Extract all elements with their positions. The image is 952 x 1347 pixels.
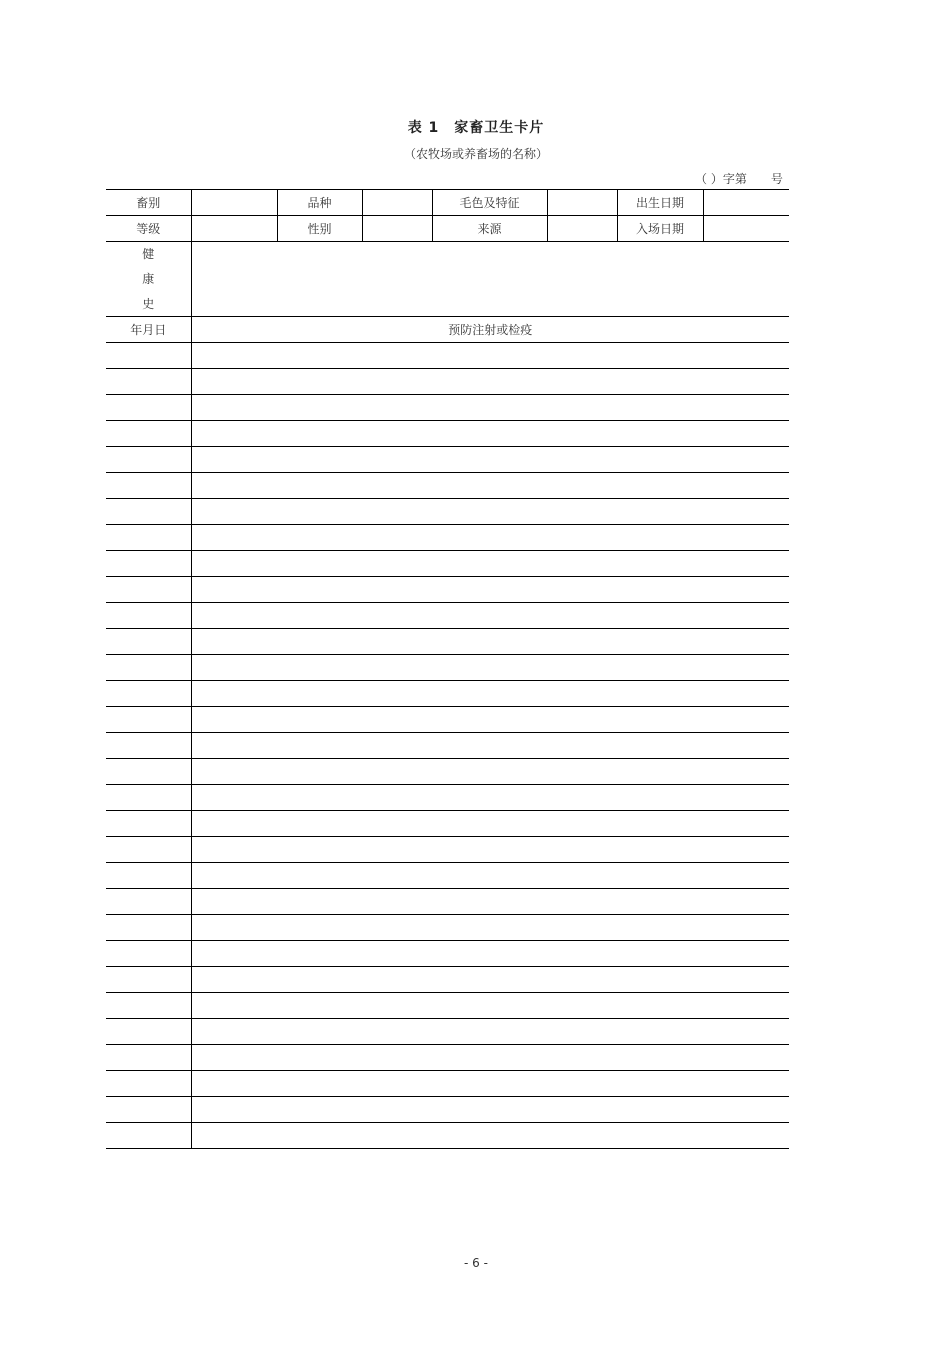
log-row [106, 551, 789, 577]
log-record-cell[interactable] [191, 915, 789, 941]
log-row [106, 655, 789, 681]
log-row [106, 1019, 789, 1045]
log-date-cell[interactable] [106, 1045, 191, 1071]
livestock-health-card [106, 189, 789, 1149]
log-record-cell[interactable] [191, 343, 789, 369]
log-row [106, 1071, 789, 1097]
log-row [106, 629, 789, 655]
log-record-cell[interactable] [191, 499, 789, 525]
record-column-header: 预防注射或检疫 [191, 317, 789, 343]
log-date-cell[interactable] [106, 915, 191, 941]
health-label-char: 康 [142, 272, 155, 286]
log-date-cell[interactable] [106, 811, 191, 837]
log-record-cell[interactable] [191, 655, 789, 681]
grade-field[interactable] [191, 216, 277, 242]
log-row [106, 473, 789, 499]
log-record-cell[interactable] [191, 993, 789, 1019]
log-record-cell[interactable] [191, 837, 789, 863]
log-date-cell[interactable] [106, 889, 191, 915]
log-record-cell[interactable] [191, 785, 789, 811]
log-date-cell[interactable] [106, 863, 191, 889]
log-record-cell[interactable] [191, 525, 789, 551]
log-row [106, 707, 789, 733]
log-row [106, 915, 789, 941]
log-date-cell[interactable] [106, 629, 191, 655]
log-row [106, 395, 789, 421]
animal-type-field[interactable] [191, 190, 277, 216]
log-row [106, 759, 789, 785]
log-date-cell[interactable] [106, 993, 191, 1019]
log-row [106, 1123, 789, 1149]
log-record-cell[interactable] [191, 707, 789, 733]
log-row [106, 863, 789, 889]
health-label-char: 史 [142, 297, 155, 311]
log-header-row [106, 317, 789, 343]
log-date-cell[interactable] [106, 603, 191, 629]
farm-name-caption: （农牧场或养畜场的名称） [403, 147, 548, 161]
birth-date-label: 出生日期 [617, 190, 703, 216]
log-record-cell[interactable] [191, 473, 789, 499]
log-record-cell[interactable] [191, 421, 789, 447]
log-row [106, 577, 789, 603]
serial-number-label: （ ）字第 号 [695, 172, 783, 186]
log-row [106, 343, 789, 369]
log-row [106, 681, 789, 707]
log-date-cell[interactable] [106, 785, 191, 811]
log-row [106, 967, 789, 993]
log-date-cell[interactable] [106, 421, 191, 447]
log-row [106, 785, 789, 811]
log-record-cell[interactable] [191, 447, 789, 473]
log-record-cell[interactable] [191, 941, 789, 967]
log-date-cell[interactable] [106, 343, 191, 369]
log-date-cell[interactable] [106, 1019, 191, 1045]
page-number: - 6 - [464, 1256, 488, 1270]
log-record-cell[interactable] [191, 863, 789, 889]
source-label: 来源 [432, 216, 547, 242]
health-history-label [106, 242, 191, 317]
health-history-row [106, 242, 789, 317]
log-record-cell[interactable] [191, 889, 789, 915]
log-date-cell[interactable] [106, 707, 191, 733]
log-record-cell[interactable] [191, 603, 789, 629]
log-record-cell[interactable] [191, 1071, 789, 1097]
log-record-cell[interactable] [191, 395, 789, 421]
log-row [106, 447, 789, 473]
breed-label: 品种 [277, 190, 362, 216]
log-row [106, 889, 789, 915]
log-record-cell[interactable] [191, 1097, 789, 1123]
info-row-2 [106, 216, 789, 242]
coat-color-field[interactable] [547, 190, 617, 216]
log-row [106, 603, 789, 629]
log-date-cell[interactable] [106, 551, 191, 577]
log-date-cell[interactable] [106, 837, 191, 863]
log-row [106, 1045, 789, 1071]
log-record-cell[interactable] [191, 1123, 789, 1149]
log-date-cell[interactable] [106, 967, 191, 993]
log-date-cell[interactable] [106, 395, 191, 421]
log-date-cell[interactable] [106, 1123, 191, 1149]
log-date-cell[interactable] [106, 941, 191, 967]
health-history-field[interactable] [191, 242, 789, 317]
log-date-cell[interactable] [106, 655, 191, 681]
log-record-cell[interactable] [191, 551, 789, 577]
log-record-cell[interactable] [191, 577, 789, 603]
log-row [106, 369, 789, 395]
log-date-cell[interactable] [106, 1071, 191, 1097]
log-record-cell[interactable] [191, 759, 789, 785]
log-record-cell[interactable] [191, 811, 789, 837]
sex-label: 性别 [277, 216, 362, 242]
log-row [106, 993, 789, 1019]
animal-type-label: 畜别 [106, 190, 191, 216]
log-date-cell[interactable] [106, 369, 191, 395]
log-date-cell[interactable] [106, 473, 191, 499]
log-date-cell[interactable] [106, 681, 191, 707]
log-row [106, 733, 789, 759]
log-row [106, 1097, 789, 1123]
log-record-cell[interactable] [191, 1045, 789, 1071]
log-record-cell[interactable] [191, 733, 789, 759]
entry-date-field[interactable] [703, 216, 789, 242]
log-record-cell[interactable] [191, 629, 789, 655]
log-row [106, 837, 789, 863]
log-row [106, 421, 789, 447]
log-date-cell[interactable] [106, 447, 191, 473]
log-record-cell[interactable] [191, 1019, 789, 1045]
log-row [106, 811, 789, 837]
log-date-cell[interactable] [106, 525, 191, 551]
log-record-cell[interactable] [191, 681, 789, 707]
page-title: 表 1 家畜卫生卡片 [407, 120, 545, 136]
health-label-char: 健 [142, 247, 155, 261]
log-record-cell[interactable] [191, 967, 789, 993]
breed-field[interactable] [362, 190, 432, 216]
grade-label: 等级 [106, 216, 191, 242]
log-date-cell[interactable] [106, 577, 191, 603]
log-row [106, 525, 789, 551]
info-row-1 [106, 190, 789, 216]
log-date-cell[interactable] [106, 759, 191, 785]
log-date-cell[interactable] [106, 1097, 191, 1123]
log-record-cell[interactable] [191, 369, 789, 395]
log-date-cell[interactable] [106, 733, 191, 759]
date-column-header: 年月日 [106, 317, 191, 343]
log-row [106, 941, 789, 967]
entry-date-label: 入场日期 [617, 216, 703, 242]
coat-color-label: 毛色及特征 [432, 190, 547, 216]
birth-date-field[interactable] [703, 190, 789, 216]
log-row [106, 499, 789, 525]
sex-field[interactable] [362, 216, 432, 242]
log-date-cell[interactable] [106, 499, 191, 525]
source-field[interactable] [547, 216, 617, 242]
